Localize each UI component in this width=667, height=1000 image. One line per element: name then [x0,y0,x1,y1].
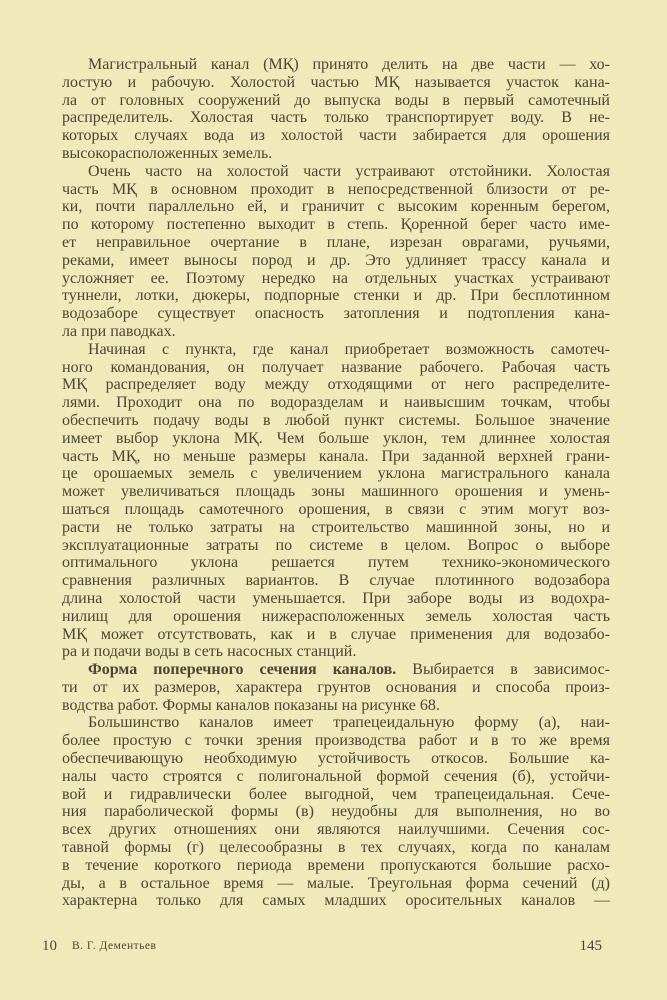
text-line: нилищ для орошения нижерасположенных земель холостая часть [62,607,610,625]
text-line: более простую с точки зрения производства работ и в то же время [62,732,610,750]
text-line: туннели, лотки, дюкеры, подпорные стенки и др. При бесплотинном [62,287,610,305]
text-line: характерна только для самых младших оросительных каналов — [62,892,610,910]
text-line: ла от головных сооружений до выпуска воды в первый самотечный [62,91,610,109]
page-body [62,56,610,910]
paragraph [62,714,610,910]
text-line: которых случаях вода из холостой части забирается для орошения [62,127,610,145]
paragraph [62,56,610,163]
text-line: ки, почти параллельно ей, и граничит с высоким коренным берегом, [62,198,610,216]
text-line: эксплуатационные затраты по системе в целом. Вопрос о выборе [62,536,610,554]
text-line: расти не только затраты на строительство машинной зоны, но и [62,518,610,536]
text-line: в течение короткого периода времени пропускаются большие расхо- [62,856,610,874]
text-line: налы часто строятся с полигональной формой сечения (б), устойчи- [62,767,610,785]
text-line: распределитель. Холостая часть только транспортирует воду. В не- [62,109,610,127]
section-heading: Форма поперечного сечения каналов. [88,661,397,679]
text-line: водозаборе существует опасность затопления и подтопления кана- [62,305,610,323]
text-line: шаться площадь самотечного орошения, в связи с этим могут воз- [62,500,610,518]
author-name: В. Г. Дементьев [72,940,157,952]
text-line: Начиная с пункта, где канал приобретает возможность самотеч- [88,340,610,358]
text-line: реками, имеет выносы пород и др. Это удлиняет трассу канала и [62,251,610,269]
text-line: тавной формы (г) целесообразны в тех случаях, когда по каналам [62,839,610,857]
paragraph [62,341,610,661]
text-line: це орошаемых земель с увеличением уклона магистрального канала [62,465,610,483]
paragraph [62,661,610,714]
text-line: ет неправильное очертание в плане, изрезан оврагами, ручьями, [62,233,610,251]
paragraph [62,163,610,341]
text-line: МҚ распределяет воду между отходящими от него распределите- [62,376,610,394]
page-number: 145 [579,938,602,954]
text-line: ти от их размеров, характера грунтов основания и способа произ- [62,678,610,696]
text-line [62,661,610,679]
text-line: длина холостой части уменьшается. При заборе воды из водохра- [62,589,610,607]
text-line: обеспечивающую необходимую устойчивость откосов. Большие ка- [62,750,610,768]
text-line: всех других отношениях они являются наилучшими. Сечения сос- [62,821,610,839]
text-line: обеспечить подачу воды в любой пункт системы. Большое значение [62,411,610,429]
text-line: может увеличиваться площадь зоны машинного орошения и умень- [62,483,610,501]
text-line: лостую и рабочую. Холостой частью МҚ называется участок кана- [62,73,610,91]
text-line: лями. Проходит она по водоразделам и наивысшим точкам, чтобы [62,394,610,412]
text-line: часть МҚ, но меньше размеры канала. При заданной верхней грани- [62,447,610,465]
text-line: высокорасположенных земель. [62,144,273,162]
text-line: вой и гидравлически более выгодной, чем трапецеидальная. Сече- [62,785,610,803]
text-line: сравнения различных вариантов. В случае плотинного водозабора [62,572,610,590]
signature-mark: 10 [42,938,57,954]
text-line: усложняет ее. Поэтому нередко на отдельных участках устраивают [62,269,610,287]
text-line: имеет выбор уклона МҚ. Чем больше уклон, тем длиннее холостая [62,429,610,447]
text-span: Выбирается в зависимос- [396,661,610,679]
text-line: оптимального уклона решается путем технико-экономического [62,554,610,572]
text-line: водства работ. Формы каналов показаны на рисунке 68. [62,696,440,714]
text-line: Очень часто на холостой части устраивают отстойники. Холостая [88,162,610,180]
text-line: ды, а в остальное время — малые. Треугольная форма сечений (д) [62,874,610,892]
text-line: ла при паводках. [62,322,176,340]
text-line: Большинство каналов имеет трапецеидальную форму (а), наи- [88,714,610,732]
text-line: ния параболической формы (в) неудобны для выполнения, но во [62,803,610,821]
text-line: ра и подачи воды в сеть насосных станций. [62,643,357,661]
text-line: по которому постепенно выходит в степь. Қоренной берег часто име- [62,216,610,234]
text-line: МҚ может отсутствовать, как и в случае применения для водозабо- [62,625,610,643]
text-line: Магистральный канал (МҚ) принято делить на две части — хо- [88,56,610,73]
text-line: часть МҚ в основном проходит в непосредственной близости от ре- [62,180,610,198]
page-footer [42,938,602,958]
text-line: ного командования, он получает название рабочего. Рабочая часть [62,358,610,376]
